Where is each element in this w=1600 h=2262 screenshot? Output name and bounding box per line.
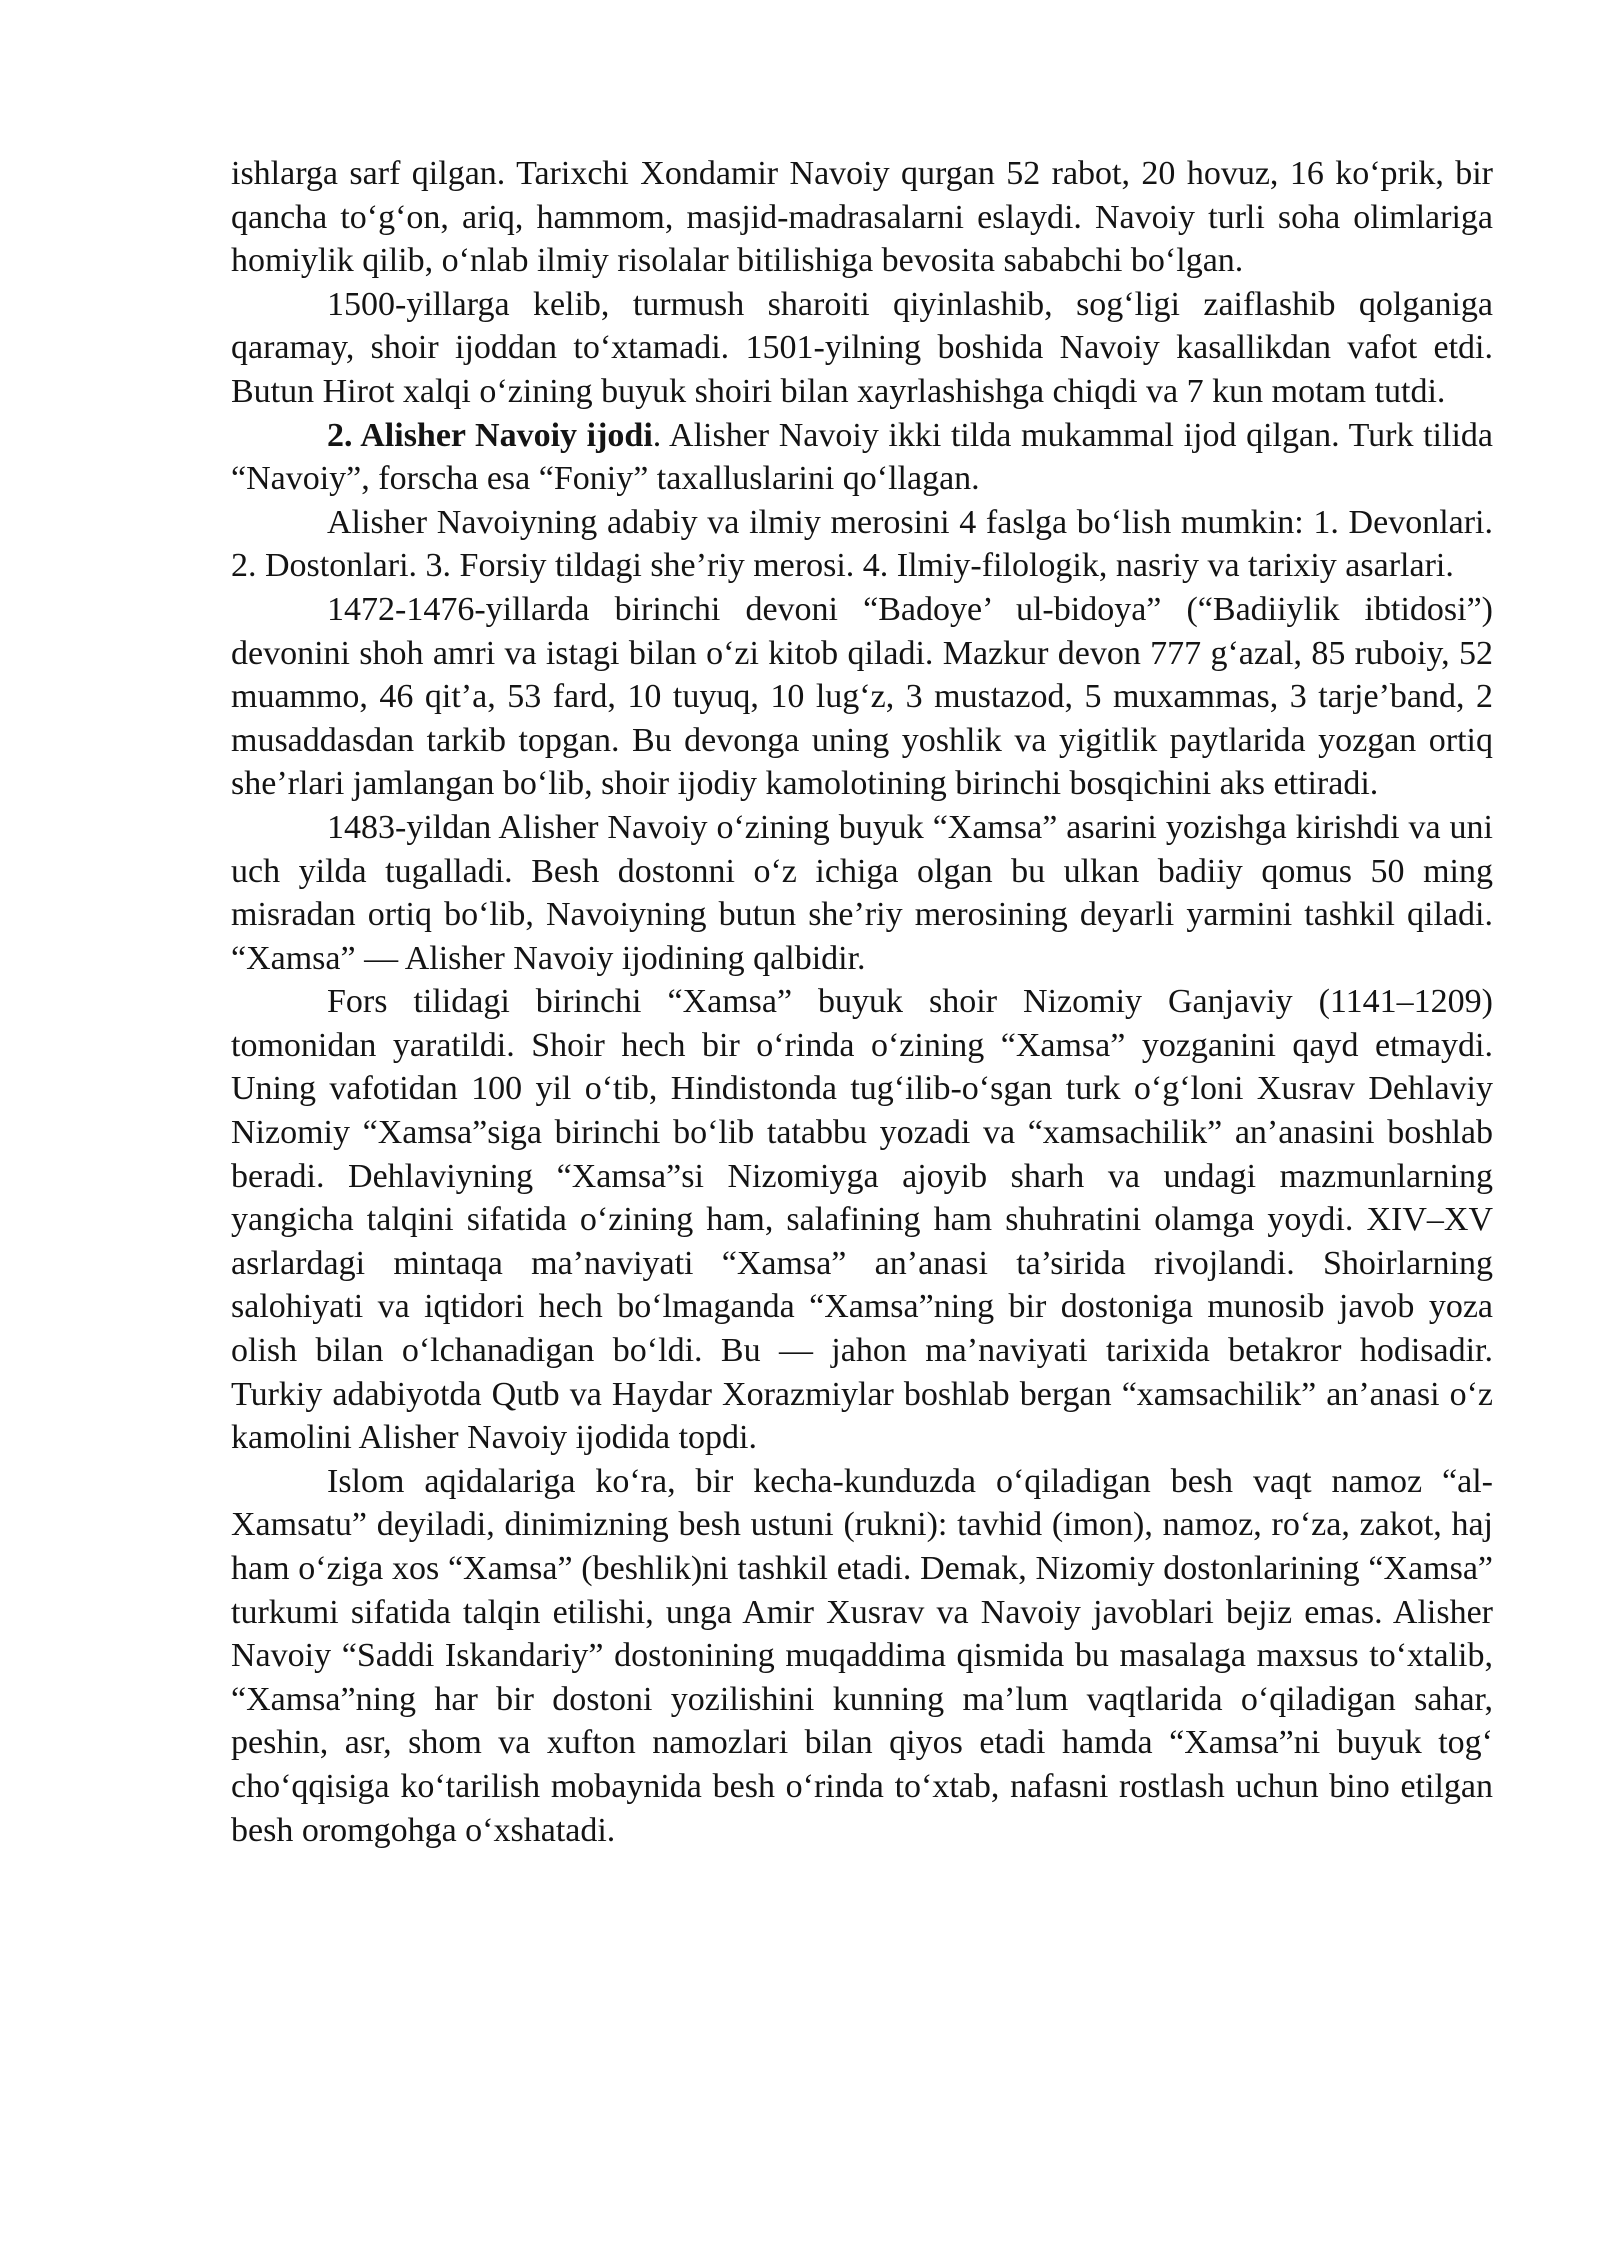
- paragraph-xamsa: 1483-yildan Alisher Navoiy o‘zining buyuk “Xamsa” asarini yozishga kirishdi va uni uch yilda tugalladi. Besh dostonni o‘z ichiga olgan bu ulkan badiiy qomus 50 ming misradan ortiq bo‘lib, Navoiyning butun she’riy merosining deyarli yarmini tashkil qiladi. “Xamsa” — Alisher Navoiy ijodining qalbidir.: [231, 808, 1493, 977]
- paragraph-legacy-parts: Alisher Navoiyning adabiy va ilmiy merosini 4 faslga bo‘lish mumkin: 1. Devonlari. 2. Dostonlari. 3. Forsiy tildagi she’riy merosi. 4. Ilmiy-filologik, nasriy va tarixiy asarlari.: [231, 503, 1493, 585]
- paragraph-islamic-meaning: Islom aqidalariga ko‘ra, bir kecha-kunduzda o‘qiladigan besh vaqt namoz “al-Xamsatu” deyiladi, dinimizning besh ustuni (rukni): tavhid (imon), namoz, ro‘za, zakot, haj ham o‘ziga xos “Xamsa” (beshlik)ni tashkil etadi. Demak, Nizomiy dostonlarining “Xamsa” turkumi sifatida talqin etilishi, unga Amir Xusrav va Navoiy javoblari bejiz emas. Alisher Navoiy “Saddi Iskandariy” dostonining muqaddima qismida bu masalaga maxsus to‘xtalib, “Xamsa”ning har bir dostoni yozilishini kunning ma’lum vaqtlarida o‘qiladigan sahar, peshin, asr, shom va xufton namozlari bilan qiyos etadi hamda “Xamsa”ni buyuk tog‘ cho‘qqisiga ko‘tarilish mobaynida besh o‘rinda to‘xtab, nafasni rostlash uchun bino etilgan besh oromgohga o‘xshatadi.: [231, 1462, 1493, 1849]
- paragraph-final-years: 1500-yillarga kelib, turmush sharoiti qiyinlashib, sog‘ligi zaiflashib qolganiga qaramay, shoir ijoddan to‘xtamadi. 1501-yilning boshida Navoiy kasallikdan vafot etdi. Butun Hirot xalqi o‘zining buyuk shoiri bilan xayrlashishga chiqdi va 7 kun motam tutdi.: [231, 285, 1493, 410]
- paragraph-continuation: ishlarga sarf qilgan. Tarixchi Xondamir Navoiy qurgan 52 rabot, 20 hovuz, 16 ko‘prik, bir qancha to‘g‘on, ariq, hammom, masjid-madrasalarni eslaydi. Navoiy turli soha olimlariga homiylik qilib, o‘nlab ilmiy risolalar bitilishiga bevosita sababchi bo‘lgan.: [231, 155, 1493, 280]
- paragraph-first-divan: 1472-1476-yillarda birinchi devoni “Badoye’ ul-bidoya” (“Badiiylik ibtidosi”) devonini shoh amri va istagi bilan o‘zi kitob qiladi. Mazkur devon 777 g‘azal, 85 ruboiy, 52 muammo, 46 qit’a, 53 fard, 10 tuyuq, 10 lug‘z, 3 mustazod, 5 muxammas, 3 tarje’band, 2 musaddasdan tarkib topgan. Bu devonga uning yoshlik va yigitlik paytlarida yozgan ortiq she’rlari jamlangan bo‘lib, shoir ijodiy kamolotining birinchi bosqichini aks ettiradi.: [231, 590, 1493, 803]
- paragraph-persian-xamsa: Fors tilidagi birinchi “Xamsa” buyuk shoir Nizomiy Ganjaviy (1141–1209) tomonidan yaratildi. Shoir hech bir o‘rinda o‘zining “Xamsa” yozganini qayd etmaydi. Uning vafotidan 100 yil o‘tib, Hindistonda tug‘ilib-o‘sgan turk o‘g‘loni Xusrav Dehlaviy Nizomiy “Xamsa”siga birinchi bo‘lib tatabbu yozadi va “xamsachilik” an’anasini boshlab beradi. Dehlaviyning “Xamsa”si Nizomiyga ajoyib sharh va undagi mazmunlarning yangicha talqini sifatida o‘zining ham, salafining ham shuhratini olamga yoydi. XIV–XV asrlardagi mintaqa ma’naviyati “Xamsa” an’anasi ta’sirida rivojlandi. Shoirlarning salohiyati va iqtidori hech bo‘lmaganda “Xamsa”ning bir dostoniga munosib javob yoza olish bilan o‘lchanadigan bo‘ldi. Bu — jahon ma’naviyati tarixida betakror hodisadir. Turkiy adabiyotda Qutb va Haydar Xorazmiylar boshlab bergan “xamsachilik” an’anasi o‘z kamolini Alisher Navoiy ijodida topdi.: [231, 983, 1493, 1457]
- section-heading: 2. Alisher Navoiy ijodi: [327, 416, 653, 454]
- section-heading-text: . Alisher Navoiy ikki tilda mukammal ijod qilgan. Turk tilida “Navoiy”, forscha esa “Foniy” taxalluslarini qo‘llagan.: [231, 416, 1493, 498]
- document-page: [231, 152, 1493, 1852]
- paragraph-section-heading: [231, 414, 1493, 501]
